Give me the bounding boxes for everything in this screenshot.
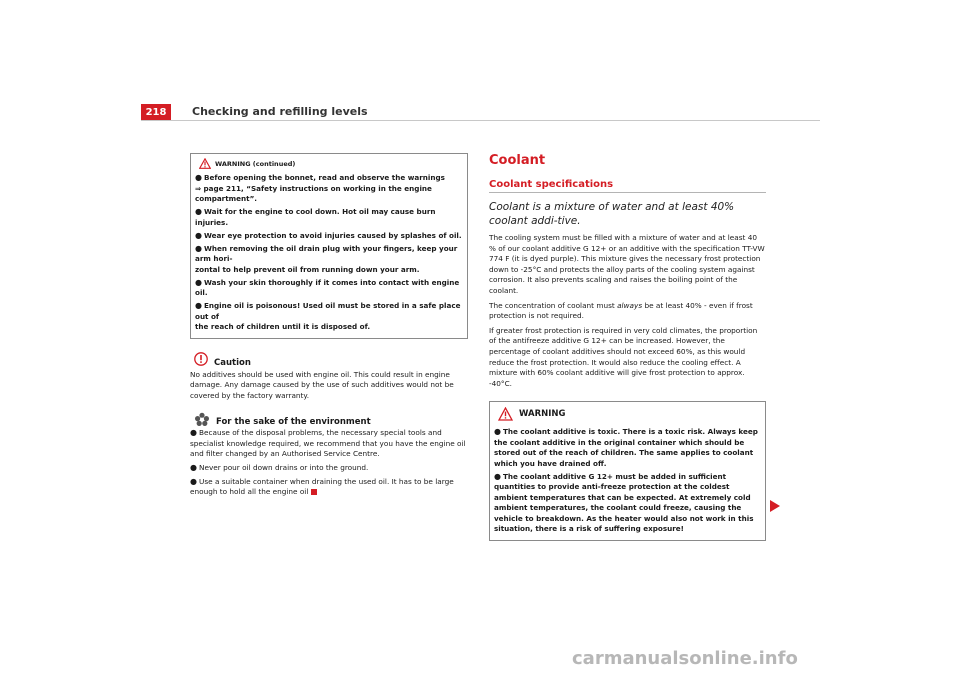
coolant-warning-heading: WARNING bbox=[519, 409, 566, 420]
warning-item: ● Before opening the bonnet, read and observe the warnings ⇒ page 211, “Safety instructions on working in the engine compartment”. bbox=[195, 173, 445, 203]
list-item: ● Because of the disposal problems, the necessary special tools and specialist knowledge required, we recommend that you have the engine oil and filter changed by an Authorised Service Centre. bbox=[190, 428, 466, 459]
caution-heading: Caution bbox=[214, 357, 251, 368]
caution-header bbox=[194, 350, 468, 368]
paragraph: The cooling system must be filled with a mixture of water and at least 40 % of our coolant additive G 12+ or an additive with the specification TT-VW 774 F (it is dyed purple). This mixture gives the necessary frost protection down to -25°C and protects the alloy parts of the cooling system against corrosion. It also prevents scaling and raises the boiling point of the coolant. bbox=[489, 233, 765, 295]
warning-item: ● Engine oil is poisonous! Used oil must be stored in a safe place out of the reach of children until it is disposed of. bbox=[195, 301, 461, 331]
left-column bbox=[190, 153, 468, 498]
caution-exclamation-icon bbox=[194, 352, 208, 366]
coolant-warning-header bbox=[498, 407, 761, 421]
warning-continued-box bbox=[190, 153, 468, 339]
subsection-divider bbox=[489, 192, 766, 193]
watermark: carmanualsonline.info bbox=[572, 648, 798, 669]
subsection-heading: Coolant specifications bbox=[489, 179, 614, 190]
paragraph: If greater frost protection is required in very cold climates, the proportion of the antifreeze additive G 12+ can be increased. However, the percentage of coolant additives should not exceed 60%, as this would reduce the frost protection. It would also reduce the cooling effect. A mixture with 60% coolant additive will give frost protection to approx. -40°C. bbox=[489, 325, 758, 388]
warning-continued-header bbox=[199, 158, 463, 169]
warning-item: ● When removing the oil drain plug with your fingers, keep your arm hori- zontal to help prevent oil from running down your arm. bbox=[195, 243, 458, 274]
header-divider bbox=[141, 120, 820, 121]
list-item: ● Use a suitable container when draining the used oil. It has to be large enough to hold all the engine oil bbox=[190, 476, 454, 497]
environment-heading: For the sake of the environment bbox=[216, 417, 371, 428]
emphasis: always bbox=[617, 300, 643, 310]
page-number: 218 bbox=[145, 107, 167, 118]
section-end-marker-icon bbox=[311, 489, 317, 495]
paragraph: The concentration of coolant must always be at least 40% - even if frost protection is not required. bbox=[489, 300, 753, 321]
coolant-warning-box bbox=[489, 401, 766, 541]
environment-header bbox=[194, 411, 468, 427]
environment-list bbox=[190, 428, 468, 498]
warning-triangle-icon bbox=[199, 158, 211, 169]
warning-triangle-icon bbox=[498, 407, 513, 421]
caution-text: No additives should be used with engine oil. This could result in engine damage. Any damage caused by the use of such additives would not be covered by the factory warranty. bbox=[190, 369, 454, 400]
warning-item: ● Wait for the engine to cool down. Hot oil may cause burn injuries. bbox=[195, 207, 436, 227]
list-item: ● Never pour oil down drains or into the ground. bbox=[190, 463, 369, 473]
flower-environment-icon bbox=[194, 412, 210, 427]
page-header-title: Checking and refilling levels bbox=[192, 105, 368, 118]
section-title: Coolant bbox=[489, 153, 546, 168]
lead-text: Coolant is a mixture of water and at least 40% coolant addi-tive. bbox=[489, 201, 735, 227]
warning-item: ● Wear eye protection to avoid injuries caused by splashes of oil. bbox=[195, 230, 462, 240]
continue-arrow-icon bbox=[770, 500, 780, 512]
warning-item: ● The coolant additive G 12+ must be added in sufficient quantities to provide anti-freeze protection at the coldest ambient temperatures that can be expected. At extremely cold ambient temperatures, the coolant could freeze, causing the vehicle to breakdown. As the heater would also not work in this situation, there is a risk of suffering exposure! bbox=[494, 471, 754, 534]
warning-item: ● The coolant additive is toxic. There is a toxic risk. Always keep the coolant additive in the original container which should be stored out of the reach of children. The same applies to coolant which you have drained off. bbox=[494, 427, 758, 468]
warning-item: ● Wash your skin thoroughly if it comes into contact with engine oil. bbox=[195, 277, 460, 297]
right-column bbox=[489, 153, 766, 541]
warning-continued-heading: WARNING (continued) bbox=[215, 159, 296, 168]
page-number-badge bbox=[141, 104, 171, 121]
